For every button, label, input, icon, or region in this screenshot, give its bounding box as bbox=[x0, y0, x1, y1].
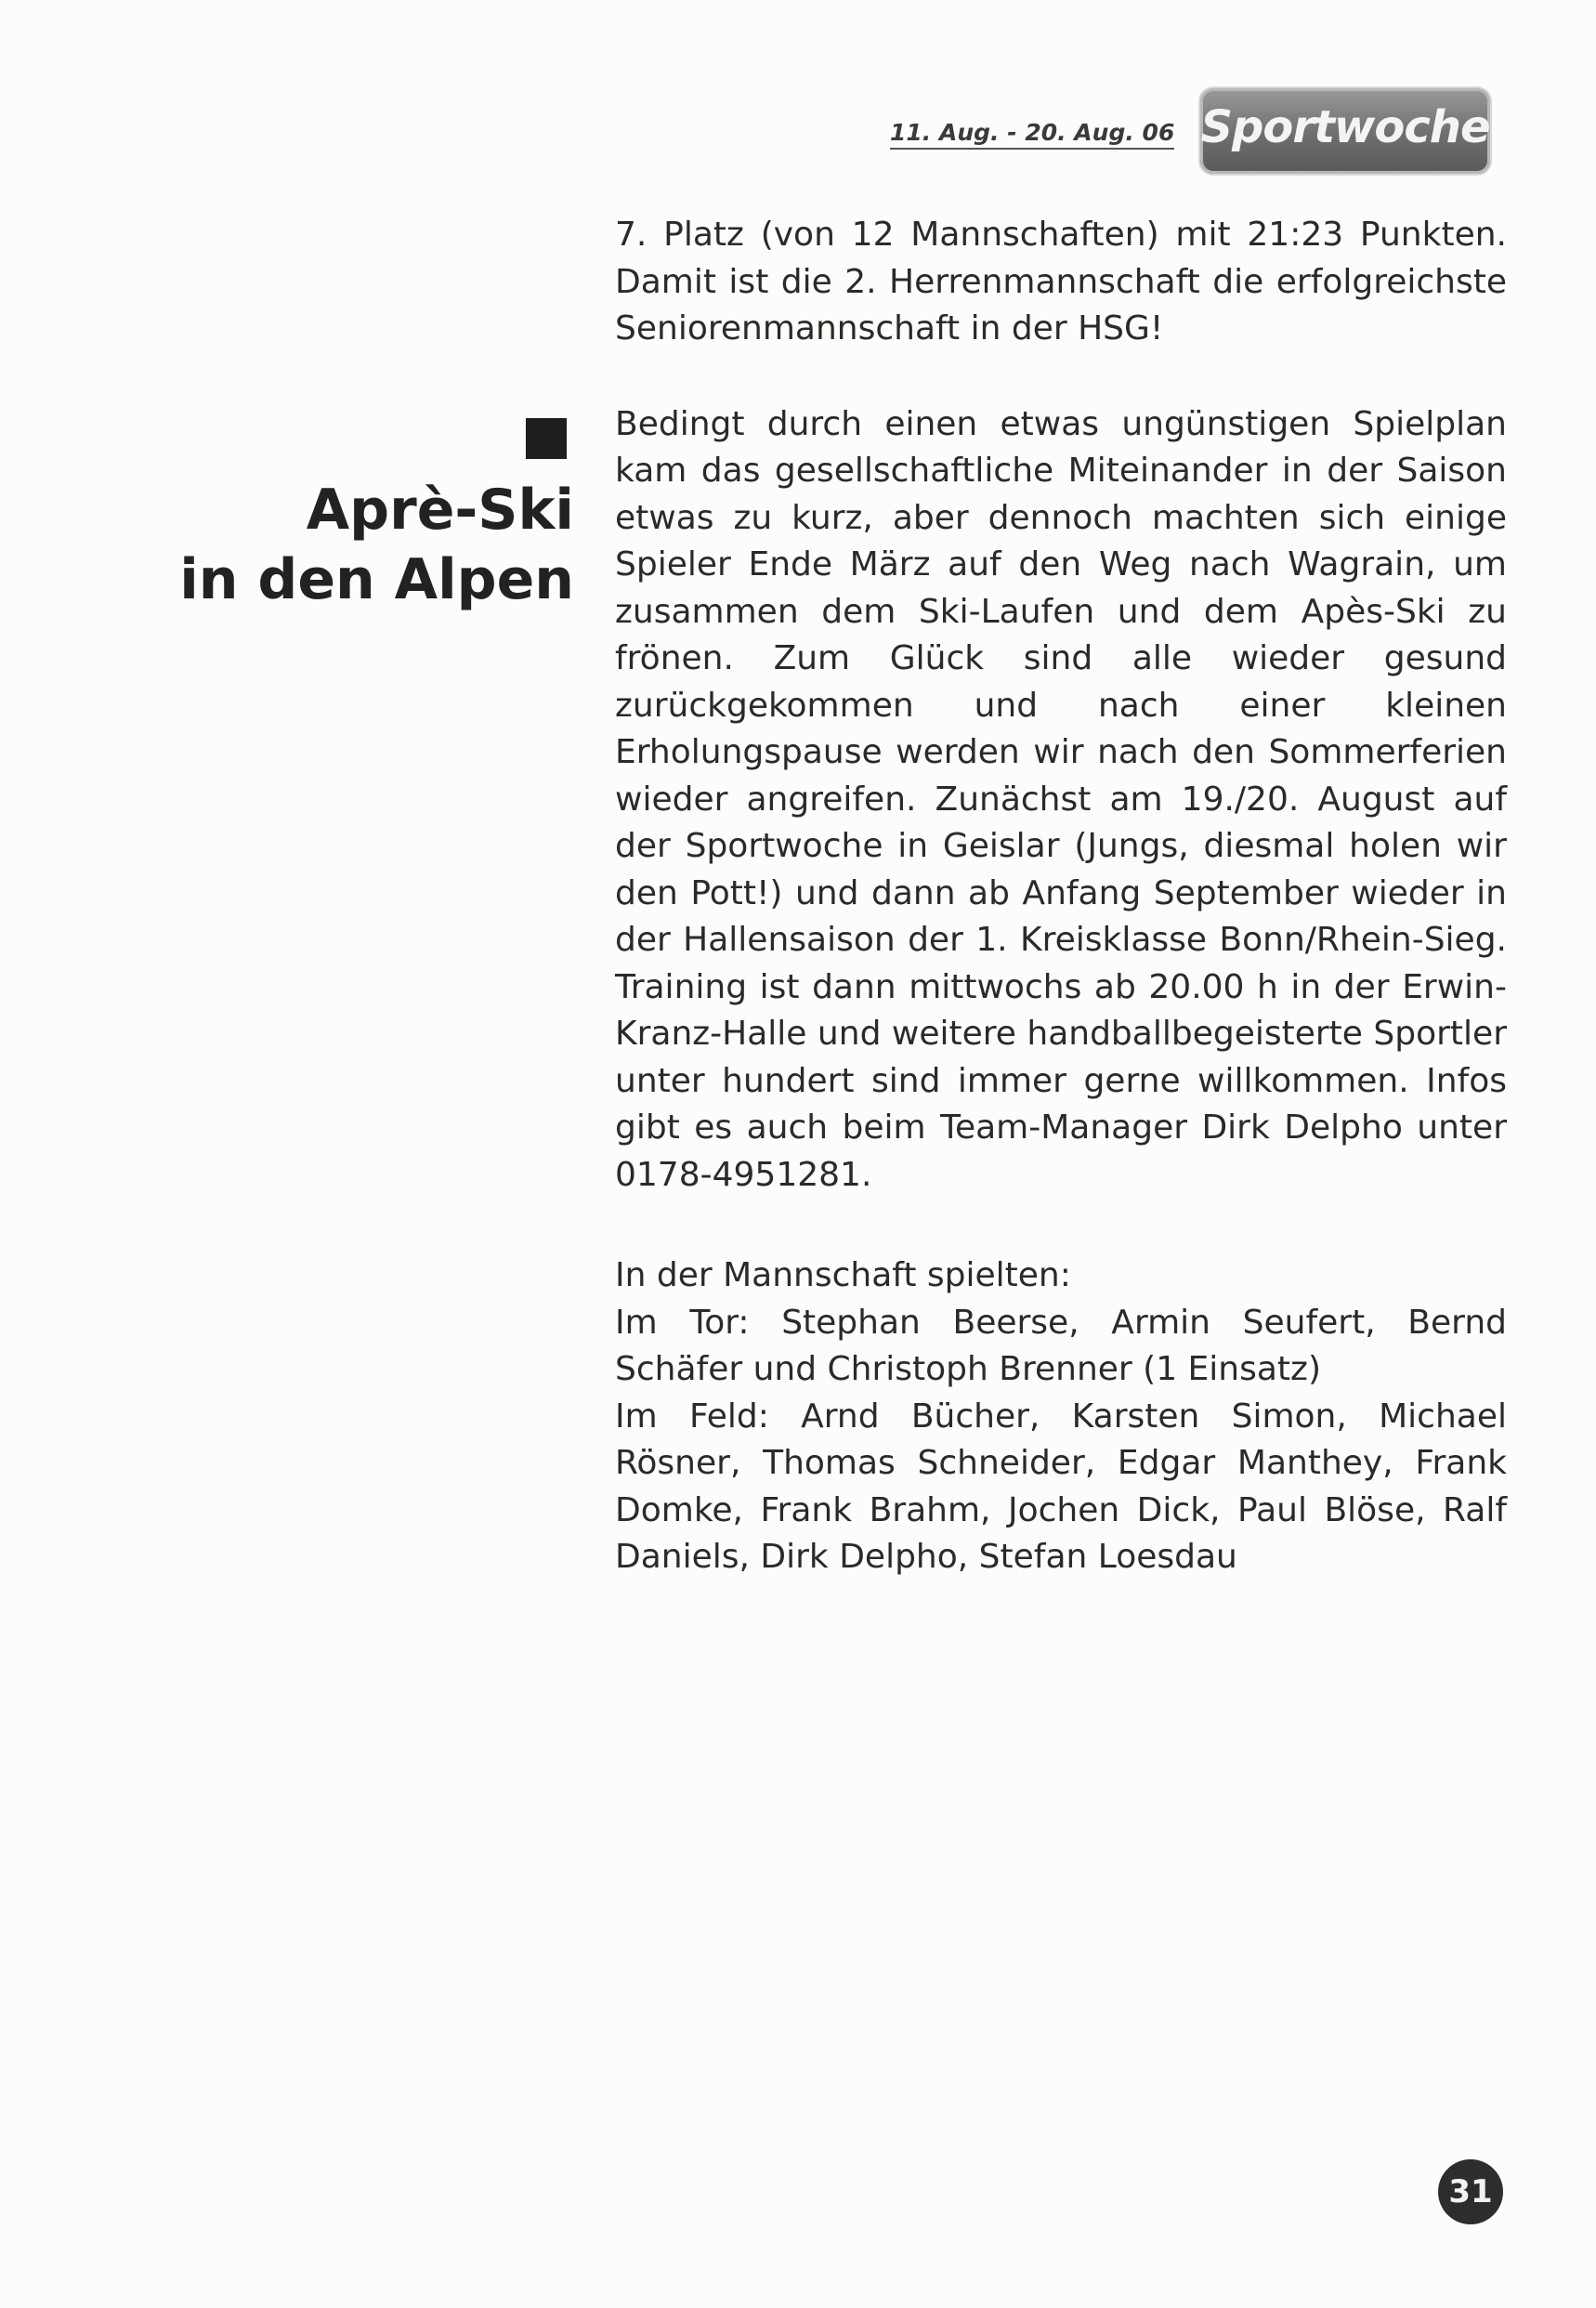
section-title-line1: Aprè-Ski bbox=[306, 478, 574, 543]
team-roster-goalkeepers: Im Tor: Stephan Beerse, Armin Seufert, Bernd Schäfer und Christoph Brenner (1 Einsatz) bbox=[615, 1303, 1507, 1388]
section-badge-label: Sportwoche bbox=[1200, 101, 1490, 153]
article-paragraph-1: 7. Platz (von 12 Mannschaften) mit 21:23 Punkten. Damit ist die 2. Herrenmannschaft die erfolgreichste Seniorenmannschaft in der HSG! bbox=[615, 216, 1507, 348]
page-number: 31 bbox=[1438, 2159, 1503, 2224]
article-body bbox=[615, 212, 1507, 1581]
header-date-range: 11. Aug. - 20. Aug. 06 bbox=[890, 119, 1174, 150]
section-title-line2: in den Alpen bbox=[179, 547, 574, 612]
article-paragraph-2: Bedingt durch einen etwas ungünstigen Spielplan kam das gesellschaftliche Miteinander in der Saison etwas zu kurz, aber dennoch machten sich einige Spieler Ende März auf den Weg nach Wagrain, um zusammen dem Ski-Laufen und dem Apès-Ski zu frönen. Zum Glück sind alle wieder gesund zurückgekommen und nach einer kleinen Erholungspause werden wir nach den Sommerferien wieder angreifen. Zunächst am 19./20. August auf der Sportwoche in Geislar (Jungs, diesmal holen wir den Pott!) und dann ab Anfang September wieder in der Hallensaison der 1. Kreisklasse Bonn/Rhein-Sieg. Training ist dann mittwochs ab 20.00 h in der Erwin-Kranz-Halle und weitere handballbegeisterte Sportler unter hundert sind immer gerne willkommen. Infos gibt es auch beim Team-Manager Dirk Delpho unter 0178-4951281. bbox=[615, 404, 1507, 1194]
section-marker-square bbox=[526, 418, 567, 459]
team-roster-field-players: Im Feld: Arnd Bücher, Karsten Simon, Michael Rösner, Thomas Schneider, Edgar Manthey, Frank Domke, Frank Brahm, Jochen Dick, Paul Blöse, Ralf Daniels, Dirk Delpho, Stefan Loesdau bbox=[615, 1397, 1507, 1576]
team-roster-heading: In der Mannschaft spielten: bbox=[615, 1256, 1071, 1294]
section-title bbox=[139, 476, 574, 615]
section-badge bbox=[1200, 88, 1490, 174]
